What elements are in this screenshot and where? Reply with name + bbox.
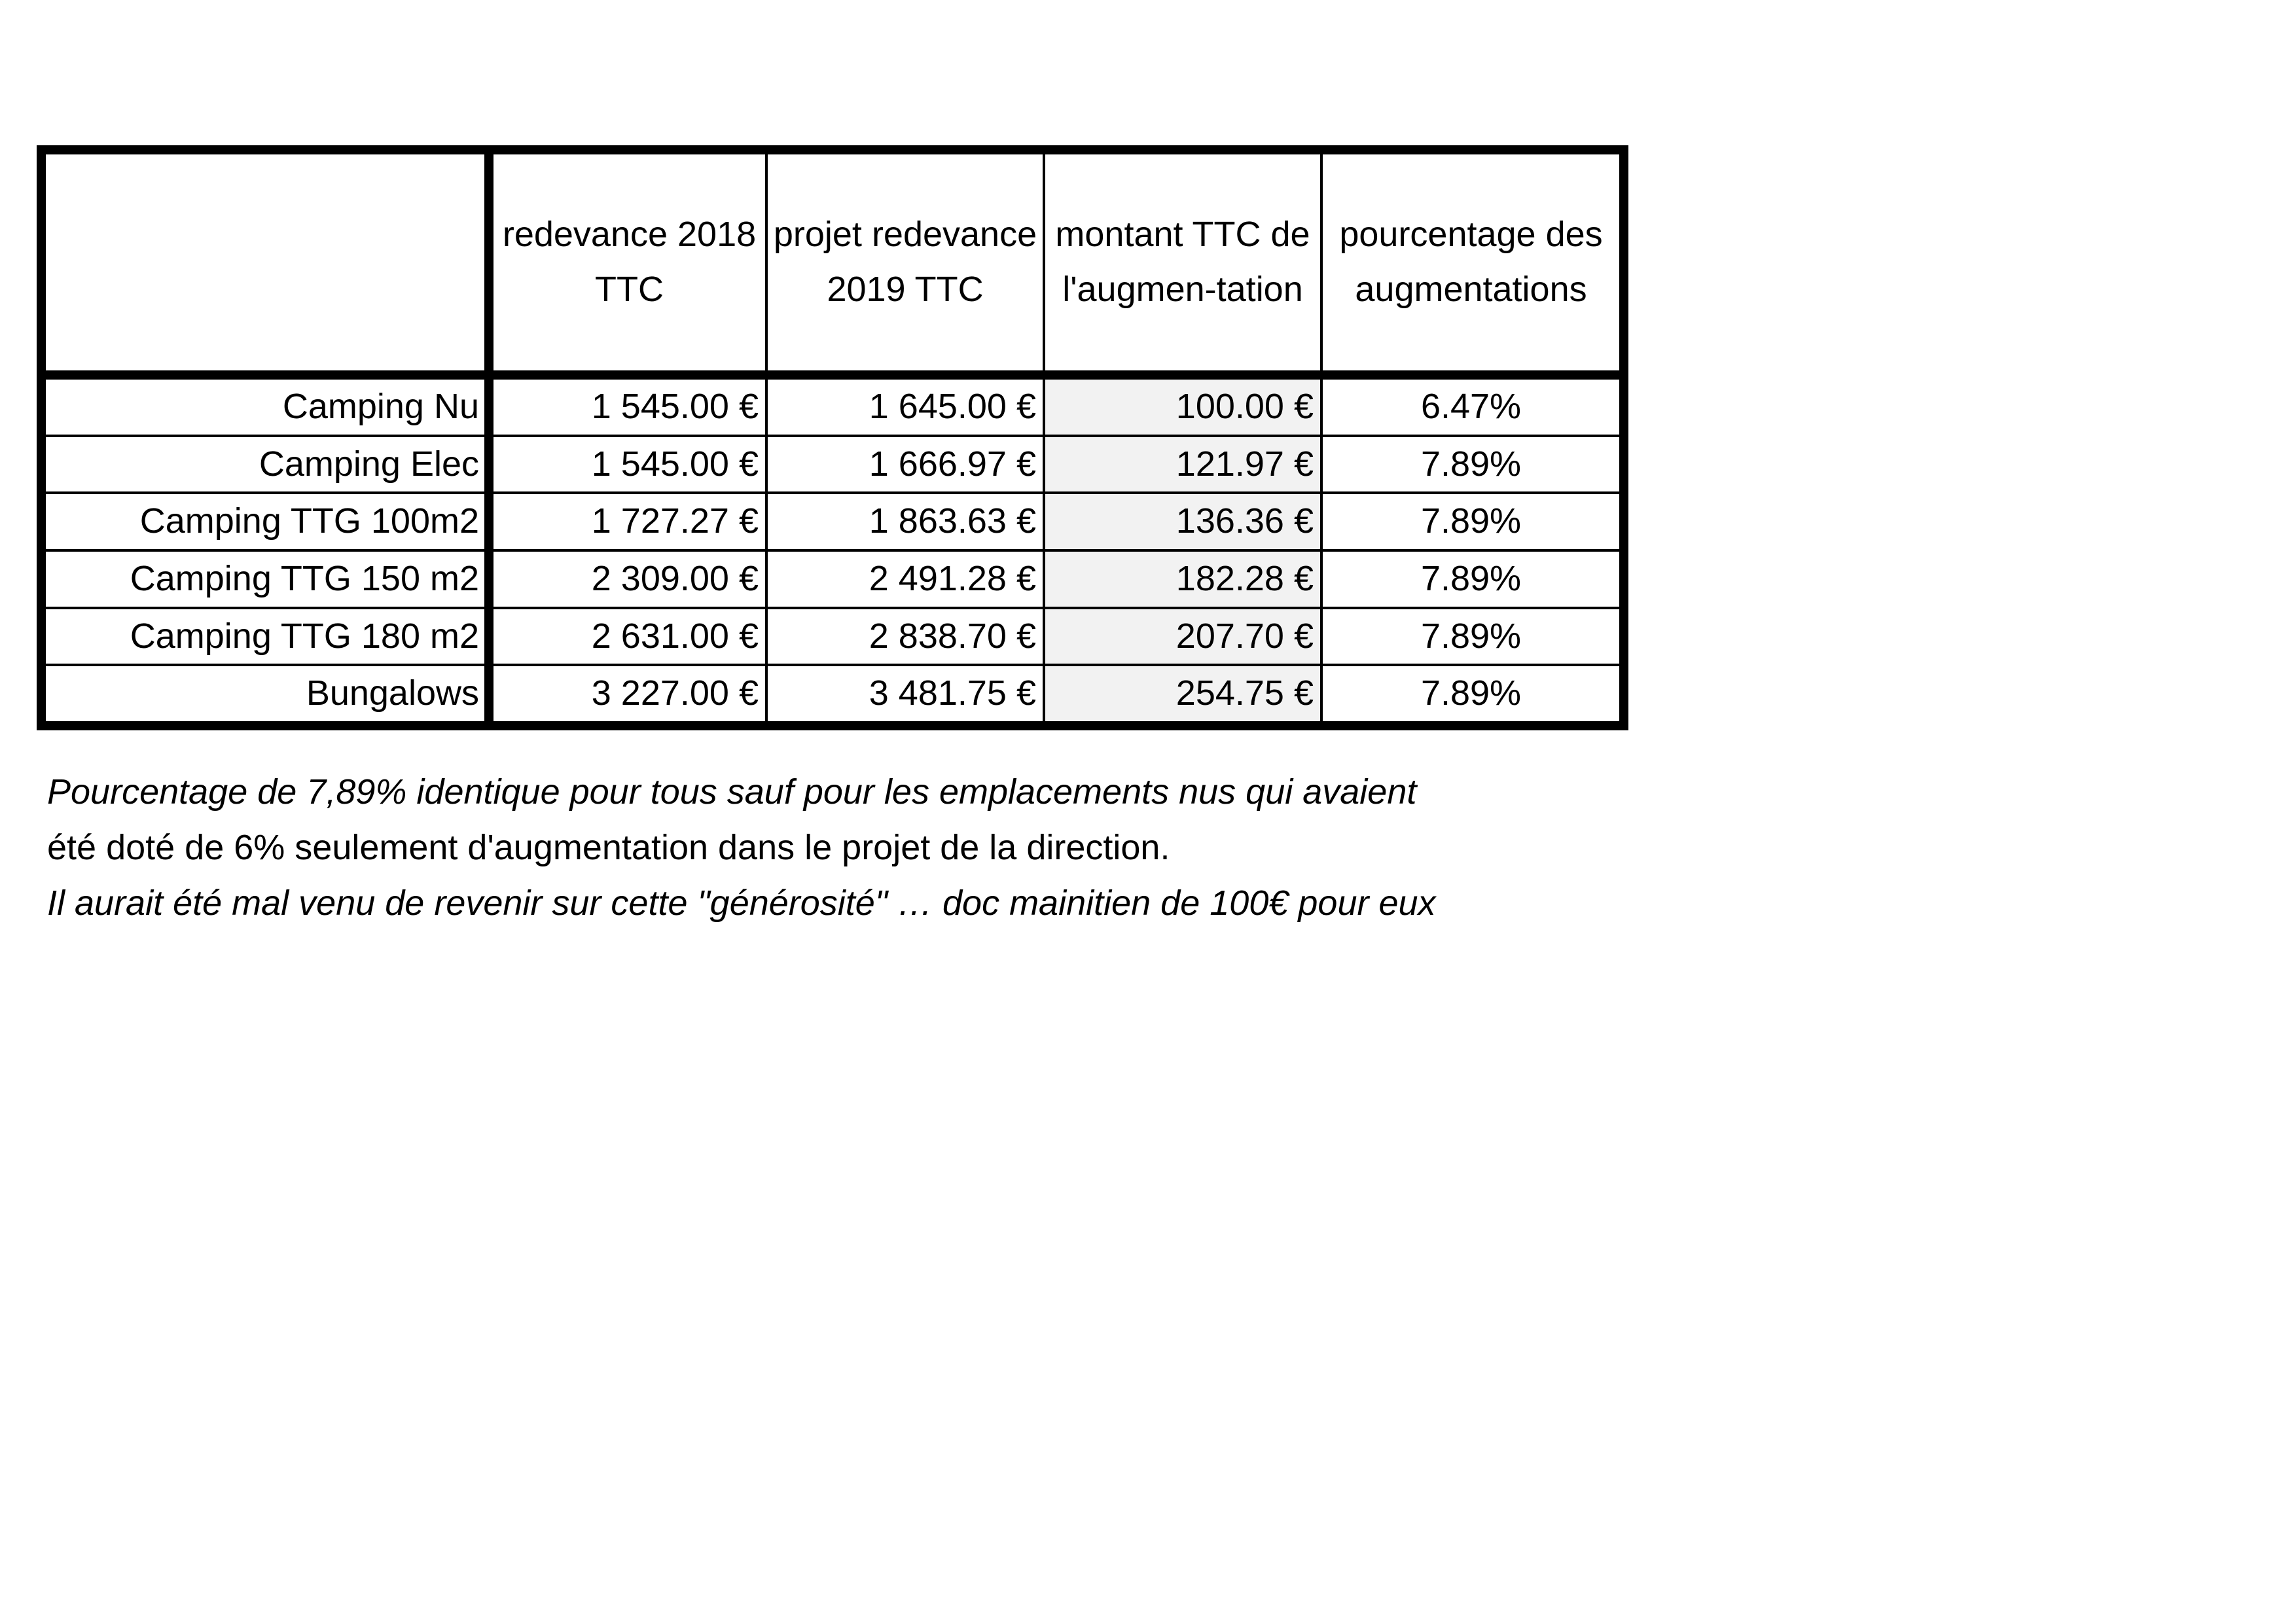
- increase-amount-value: 254.75 €: [1044, 665, 1321, 726]
- increase-amount-value: 207.70 €: [1044, 608, 1321, 666]
- row-label: Bungalows: [41, 665, 489, 726]
- table-row: [41, 550, 1624, 608]
- header-row: [41, 150, 1624, 375]
- increase-amount-value: 136.36 €: [1044, 493, 1321, 550]
- increase-percent-value: 7.89%: [1321, 608, 1624, 666]
- row-label: Camping TTG 100m2: [41, 493, 489, 550]
- note-line-3: Il aurait été mal venu de revenir sur cette "générosité" … doc mainitien de 100€ pour eux: [47, 883, 1436, 923]
- redevance-2018-value: 2 309.00 €: [489, 550, 766, 608]
- row-label: Camping TTG 180 m2: [41, 608, 489, 666]
- redevance-2019-value: 1 666.97 €: [766, 436, 1044, 493]
- header-projet-redevance-2019: projet redevance 2019 TTC: [766, 150, 1044, 375]
- fees-table: [37, 145, 1628, 730]
- redevance-2019-value: 3 481.75 €: [766, 665, 1044, 726]
- redevance-2019-value: 1 863.63 €: [766, 493, 1044, 550]
- redevance-2018-value: 1 727.27 €: [489, 493, 766, 550]
- increase-percent-value: 7.89%: [1321, 550, 1624, 608]
- table-row: [41, 375, 1624, 436]
- increase-percent-value: 7.89%: [1321, 493, 1624, 550]
- redevance-2019-value: 2 491.28 €: [766, 550, 1044, 608]
- table-row: [41, 665, 1624, 726]
- header-pourcentage: pourcentage des augmentations: [1321, 150, 1624, 375]
- notes-block: [47, 764, 1749, 931]
- row-label: Camping TTG 150 m2: [41, 550, 489, 608]
- redevance-2018-value: 3 227.00 €: [489, 665, 766, 726]
- increase-amount-value: 182.28 €: [1044, 550, 1321, 608]
- table-row: [41, 493, 1624, 550]
- table-row: [41, 436, 1624, 493]
- header-empty-cell: [41, 150, 489, 375]
- redevance-2019-value: 2 838.70 €: [766, 608, 1044, 666]
- redevance-2019-value: 1 645.00 €: [766, 375, 1044, 436]
- redevance-2018-value: 2 631.00 €: [489, 608, 766, 666]
- redevance-2018-value: 1 545.00 €: [489, 375, 766, 436]
- increase-percent-value: 7.89%: [1321, 665, 1624, 726]
- table-row: [41, 608, 1624, 666]
- header-montant-augmentation: montant TTC de l'augmen-tation: [1044, 150, 1321, 375]
- header-redevance-2018: redevance 2018 TTC: [489, 150, 766, 375]
- increase-percent-value: 7.89%: [1321, 436, 1624, 493]
- row-label: Camping Nu: [41, 375, 489, 436]
- row-label: Camping Elec: [41, 436, 489, 493]
- note-line-1: Pourcentage de 7,89% identique pour tous sauf pour les emplacements nus qui avaient: [47, 772, 1417, 812]
- increase-percent-value: 6.47%: [1321, 375, 1624, 436]
- redevance-2018-value: 1 545.00 €: [489, 436, 766, 493]
- note-line-2: été doté de 6% seulement d'augmentation dans le projet de la direction.: [47, 828, 1170, 867]
- increase-amount-value: 100.00 €: [1044, 375, 1321, 436]
- increase-amount-value: 121.97 €: [1044, 436, 1321, 493]
